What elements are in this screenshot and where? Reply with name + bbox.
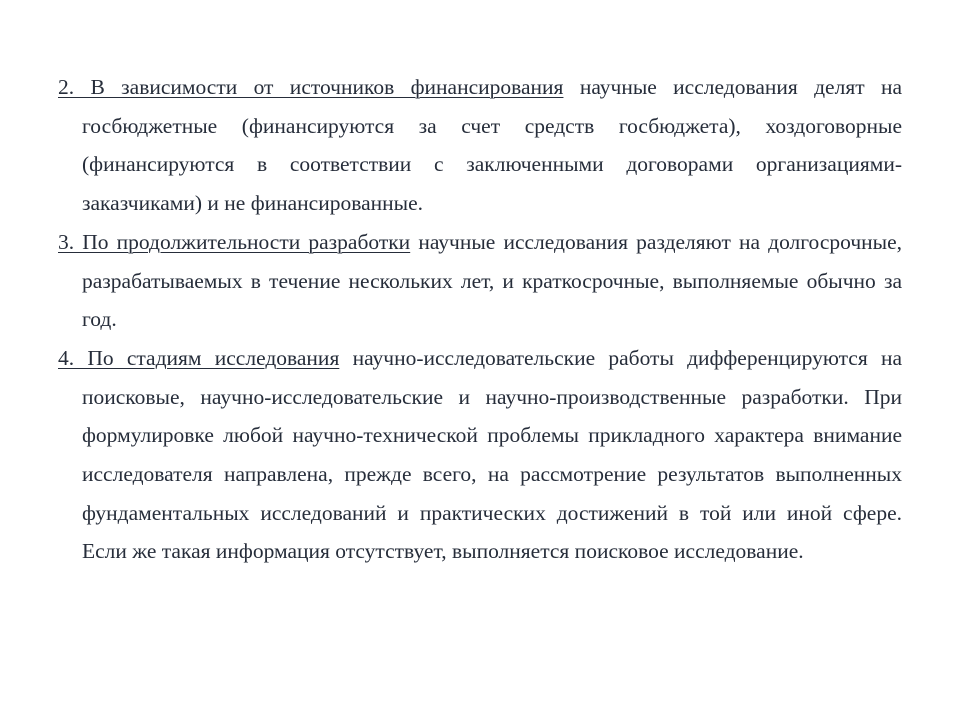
- item-body: научно-исследовательские работы дифференцируются на поисковые, научно-исследовательские и научно-производственные разработки. При формулировке любой научно-технической проблемы прикладного характера внимание исследователя направлена, прежде всего, на рассмотрение результатов выполненных фундаментальных исследований и практических достижений в той или иной сфере. Если же такая информация отсутствует, выполняется поисковое исследование.: [82, 345, 903, 564]
- item-heading: 3. По продолжительности разработки: [58, 229, 411, 254]
- list-item-duration: [58, 223, 902, 339]
- item-body: научные исследования делят на госбюджетные (финансируются за счет средств госбюджета), хоздоговорные (финансируются в соответствии с заключенными договорами организациями-заказчиками) и не финансированные.: [82, 75, 903, 216]
- list-item-research-stages: [58, 339, 902, 571]
- item-body: научные исследования разделяют на долгосрочные, разрабатываемых в течение нескольких лет, и краткосрочные, выполняемые обычно за год.: [82, 229, 903, 332]
- item-heading: 4. По стадиям исследования: [58, 345, 340, 370]
- list-item-funding-sources: [58, 68, 902, 223]
- classification-list: [58, 68, 902, 571]
- item-heading: 2. В зависимости от источников финансирования: [58, 75, 564, 99]
